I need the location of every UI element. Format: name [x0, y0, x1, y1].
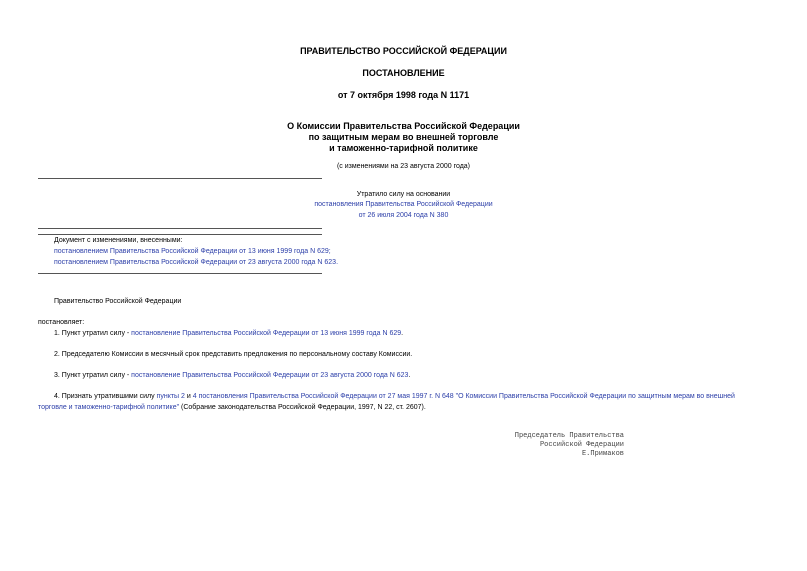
paragraph-3-link[interactable]: постановление Правительства Российской Федерации от 23 августа 2000 года N 623 — [131, 372, 409, 379]
paragraph-4-link-a[interactable]: пункты 2 — [156, 393, 185, 400]
signature-name: Е.Примаков — [581, 450, 624, 458]
signature-country: Российской Федерации — [539, 441, 624, 449]
paragraph-1 — [54, 330, 403, 337]
paragraph-4-line-2 — [38, 404, 426, 411]
void-notice-link-line-2[interactable]: от 26 июля 2004 года N 380 — [358, 212, 449, 219]
amendment-link-1[interactable]: постановлением Правительства Российской Федерации от 13 июня 1999 года N 629; — [54, 248, 331, 255]
paragraph-4-link-b[interactable]: 4 постановления Правительства Российской Федерации от 27 мая 1997 г. N 648 "О Комиссии Правительства Российской Федерации по защитным мерам во внешней — [192, 393, 735, 400]
paragraph-4-and: и — [184, 393, 193, 400]
amendment-link-2[interactable]: постановлением Правительства Российской Федерации от 23 августа 2000 года N 623. — [54, 259, 339, 266]
paragraph-4-suffix: (Собрание законодательства Российской Федерации, 1997, N 22, ст. 2607). — [179, 404, 426, 411]
paragraph-4-line-1 — [54, 393, 735, 400]
divider-line — [38, 273, 322, 274]
paragraph-1-prefix: 1. Пункт утратил силу - — [54, 330, 132, 337]
paragraph-3-suffix: . — [408, 372, 411, 379]
document-title-line-3: и таможенно-тарифной политике — [329, 143, 478, 153]
amendments-intro: Документ с изменениями, внесенными: — [54, 237, 183, 244]
signature-block — [515, 432, 624, 459]
paragraph-3-prefix: 3. Пункт утратил силу - — [54, 372, 132, 379]
void-notice-text: Утратило силу на основании — [356, 191, 451, 198]
document-date-number: от 7 октября 1998 года N 1171 — [337, 90, 470, 100]
government-heading: ПРАВИТЕЛЬСТВО РОССИЙСКОЙ ФЕДЕРАЦИИ — [300, 46, 507, 56]
government-subject: Правительство Российской Федерации — [54, 298, 182, 305]
void-notice-link-line-1[interactable]: постановления Правительства Российской Федерации — [314, 201, 493, 208]
document-title-line-2: по защитным мерам во внешней торговле — [308, 132, 499, 142]
paragraph-4-prefix: 4. Признать утратившими силу — [54, 393, 157, 400]
changes-note: (с изменениями на 23 августа 2000 года) — [336, 163, 471, 170]
decrees-word: постановляет: — [38, 319, 85, 326]
signature-position: Председатель Правительства — [514, 432, 624, 440]
document-type-heading: ПОСТАНОВЛЕНИЕ — [362, 68, 445, 78]
paragraph-2: 2. Председателю Комиссии в месячный срок представить предложения по персональному составу Комиссии. — [54, 351, 413, 358]
paragraph-1-suffix: . — [401, 330, 404, 337]
divider-line — [38, 178, 322, 179]
document-title-line-1: О Комиссии Правительства Российской Федерации — [287, 121, 520, 131]
paragraph-4-link-c[interactable]: торговле и таможенно-тарифной политике" — [38, 404, 180, 411]
divider-line — [38, 234, 322, 235]
divider-line — [38, 228, 322, 229]
paragraph-3 — [54, 372, 410, 379]
paragraph-1-link[interactable]: постановление Правительства Российской Федерации от 13 июня 1999 года N 629 — [131, 330, 402, 337]
